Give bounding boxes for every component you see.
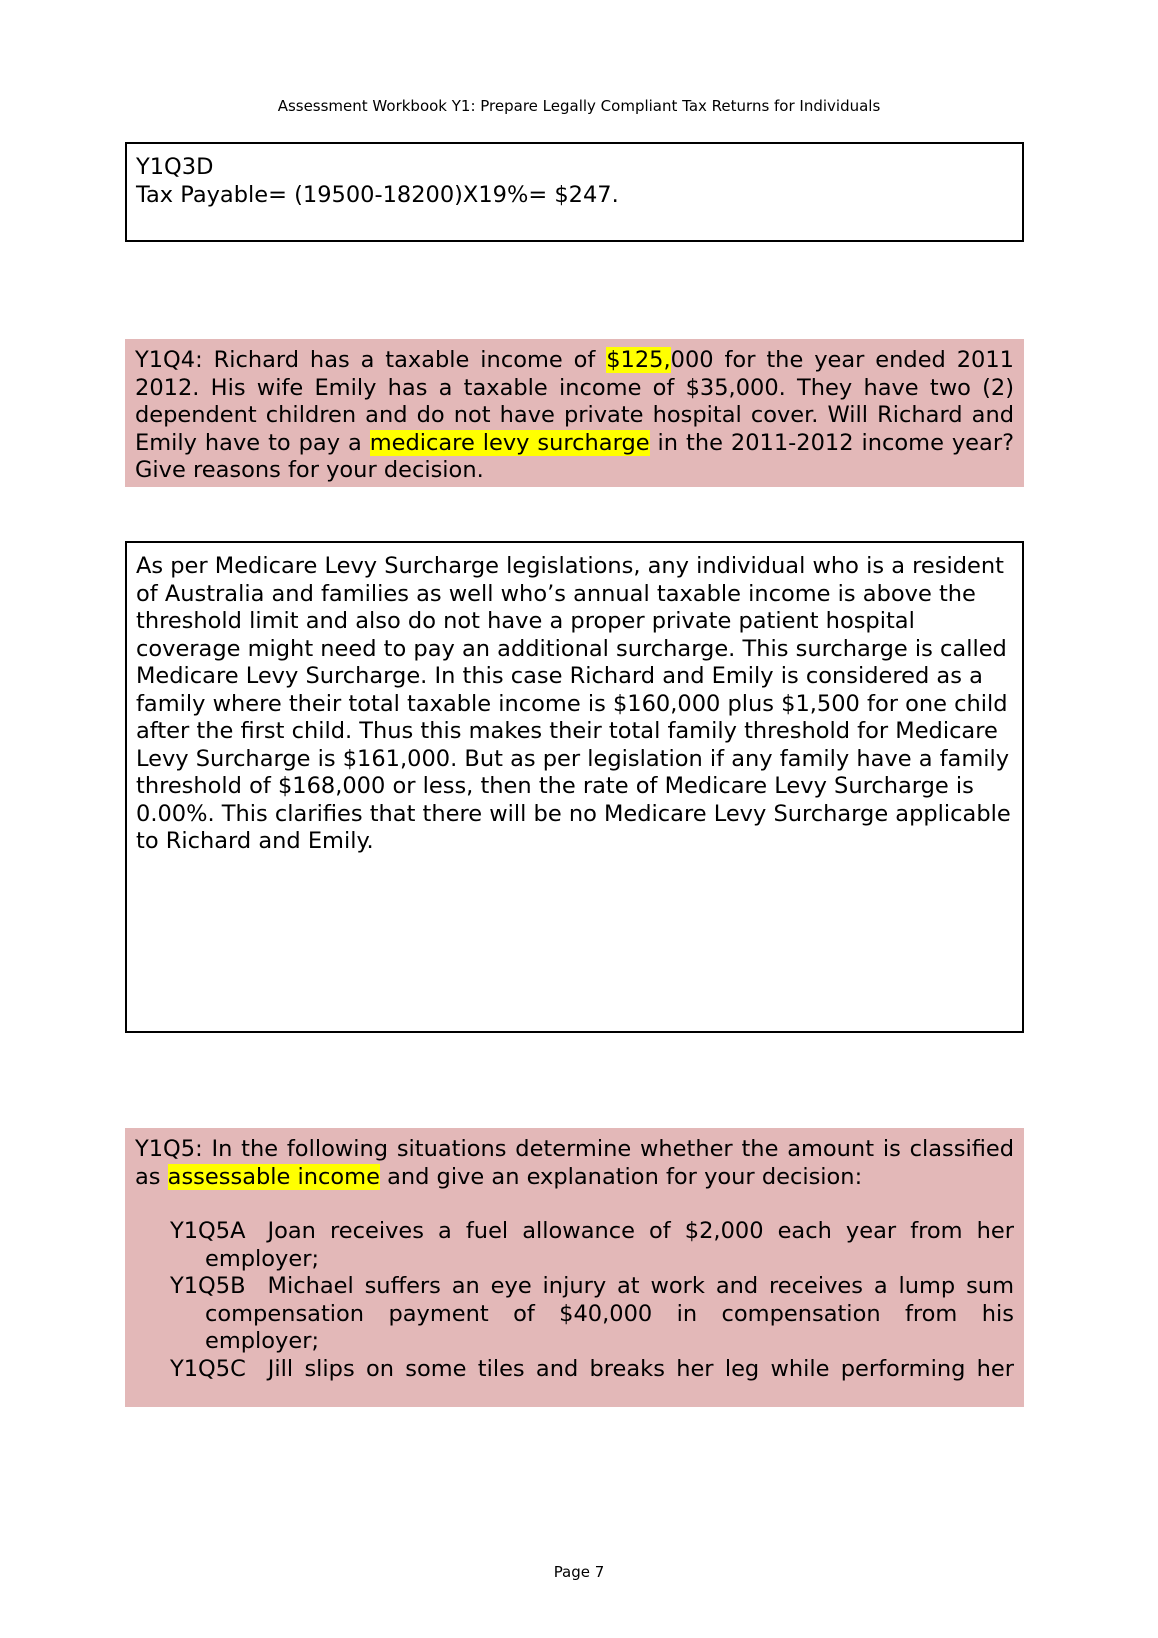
sub-question-item bbox=[135, 1356, 1014, 1384]
answer-box-y1q4 bbox=[125, 541, 1024, 1033]
sub-question-text: Jill slips on some tiles and breaks her leg while performing her bbox=[267, 1355, 1014, 1382]
question-text: in the 2011-2012 income year? Give reasons for your decision. bbox=[135, 429, 1015, 483]
highlighted-text: assessable income bbox=[167, 1163, 380, 1190]
sub-question-code: Y1Q5A bbox=[170, 1218, 246, 1244]
question-text: Y1Q4: Richard has a taxable income of bbox=[135, 347, 607, 373]
sub-question-code: Y1Q5B bbox=[170, 1273, 246, 1299]
question-text: 000 for the year ended 2011 2012. His wife Emily has a taxable income of $35,000. They have two (2) dependent children and do not have private hospital cover. Will Richard and Emily have to pay a bbox=[135, 347, 1014, 456]
sub-question-code: Y1Q5C bbox=[170, 1355, 246, 1382]
question-text: and give an explanation for your decision: bbox=[379, 1163, 863, 1190]
answer-box-y1q3d bbox=[125, 142, 1024, 242]
answer-text: As per Medicare Levy Surcharge legislations, any individual who is a resident of Australia and families as well who’s annual taxable income is above the threshold limit and also do not have a proper private patient hospital coverage might need to pay an additional surcharge. This surcharge is called Medicare Levy Surcharge. In this case Richard and Emily is considered as a family where their total taxable income is $160,000 plus $1,500 for one child after the first child. Thus this makes their total family threshold for Medicare Levy Surcharge is $161,000. But as per legislation if any family have a family threshold of $168,000 or less, then the rate of Medicare Levy Surcharge is 0.00%. This clarifies that there will be no Medicare Levy Surcharge applicable to Richard and Emily. bbox=[136, 553, 1011, 854]
sub-question-item bbox=[135, 1273, 1014, 1356]
sub-question-text: Michael suffers an eye injury at work and receives a lump sum compensation payment of $40,000 in compensation from his employer; bbox=[205, 1273, 1014, 1354]
question-box-y1q5 bbox=[125, 1128, 1024, 1407]
question-text: Y1Q5: In the following situations determine whether the amount is classified as bbox=[135, 1136, 1014, 1190]
highlighted-text: medicare levy surcharge bbox=[369, 429, 650, 456]
sub-question-list bbox=[135, 1218, 1014, 1383]
sub-question-item bbox=[135, 1218, 1014, 1273]
question-intro bbox=[135, 1136, 1014, 1191]
page-header: Assessment Workbook Y1: Prepare Legally Compliant Tax Returns for Individuals bbox=[277, 97, 881, 115]
question-code: Y1Q3D bbox=[136, 154, 214, 180]
page-number: Page 7 bbox=[553, 1563, 605, 1581]
highlighted-text: $125, bbox=[606, 347, 671, 373]
question-box-y1q4 bbox=[125, 339, 1024, 487]
sub-question-text: Joan receives a fuel allowance of $2,000 each year from her employer; bbox=[205, 1218, 1014, 1272]
answer-text: Tax Payable= (19500-18200)X19%= $247. bbox=[136, 181, 619, 208]
